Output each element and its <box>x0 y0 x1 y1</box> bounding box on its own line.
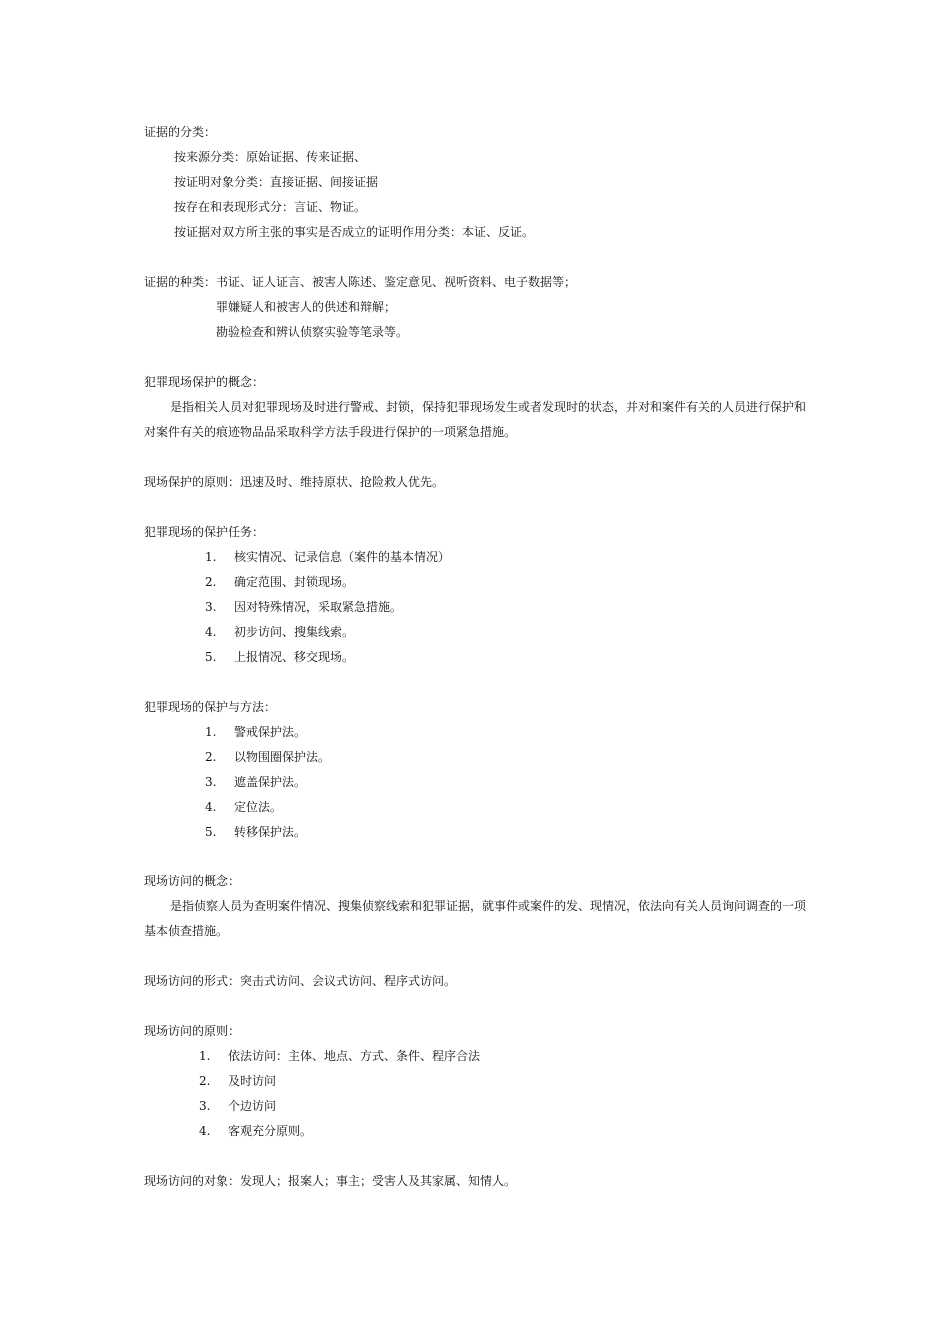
paragraph-line: 对案件有关的痕迹物品品采取科学方法手段进行保护的一项紧急措施。 <box>144 425 517 439</box>
classification-item: 按存在和表现形式分：言证、物证。 <box>174 200 367 214</box>
list-item: 依法访问：主体、地点、方式、条件、程序合法 <box>228 1049 481 1063</box>
section-heading-protection-principles: 现场保护的原则：迅速及时、维持原状、抢险救人优先。 <box>144 475 445 489</box>
list-number: 4. <box>205 625 217 639</box>
section-heading-protection-methods: 犯罪现场的保护与方法： <box>144 700 277 714</box>
list-number: 2. <box>205 575 217 589</box>
classification-item: 按来源分类：原始证据、传来证据、 <box>174 150 367 164</box>
list-item: 及时访问 <box>228 1074 277 1088</box>
list-number: 5. <box>205 650 217 664</box>
evidence-type-line: 罪嫌疑人和被害人的供述和辩解； <box>216 300 397 314</box>
list-number: 1. <box>199 1049 211 1063</box>
list-item: 确定范围、封锁现场。 <box>234 575 355 589</box>
list-number: 2. <box>199 1074 211 1088</box>
list-item: 客观充分原则。 <box>228 1124 313 1138</box>
section-heading-site-visit-subjects: 现场访问的对象：发现人；报案人；事主；受害人及其家属、知情人。 <box>144 1174 517 1188</box>
list-number: 4. <box>205 800 217 814</box>
evidence-type-line: 勘验检查和辨认侦察实验等笔录等。 <box>216 325 409 339</box>
list-item: 上报情况、移交现场。 <box>234 650 355 664</box>
list-item: 定位法。 <box>234 800 283 814</box>
list-item: 因对特殊情况，采取紧急措施。 <box>234 600 403 614</box>
list-number: 1. <box>205 725 217 739</box>
list-number: 3. <box>205 775 217 789</box>
section-heading-site-visit-principles: 现场访问的原则： <box>144 1024 241 1038</box>
list-item: 遮盖保护法。 <box>234 775 307 789</box>
list-number: 2. <box>205 750 217 764</box>
paragraph-line: 是指侦察人员为查明案件情况、搜集侦察线索和犯罪证据，就事件或案件的发、现情况，依法向有关人员询问调查的一项 <box>170 899 807 913</box>
list-number: 3. <box>199 1099 211 1113</box>
list-item: 初步访问、搜集线索。 <box>234 625 355 639</box>
classification-item: 按证据对双方所主张的事实是否成立的证明作用分类：本证、反证。 <box>174 225 535 239</box>
classification-item: 按证明对象分类：直接证据、间接证据 <box>174 175 379 189</box>
section-heading-site-visit-concept: 现场访问的概念： <box>144 874 241 888</box>
list-number: 3. <box>205 600 217 614</box>
list-number: 4. <box>199 1124 211 1138</box>
list-number: 1. <box>205 550 217 564</box>
section-heading-site-visit-forms: 现场访问的形式：突击式访问、会议式访问、程序式访问。 <box>144 974 457 988</box>
list-item: 以物围圈保护法。 <box>234 750 331 764</box>
list-item: 个边访问 <box>228 1099 277 1113</box>
section-heading-scene-protection-concept: 犯罪现场保护的概念： <box>144 375 265 389</box>
list-item: 核实情况、记录信息（案件的基本情况） <box>234 550 451 564</box>
paragraph-line: 基本侦查措施。 <box>144 924 229 938</box>
section-heading-evidence-types: 证据的种类：书证、证人证言、被害人陈述、鉴定意见、视听资料、电子数据等； <box>144 275 577 289</box>
list-number: 5. <box>205 825 217 839</box>
section-heading-evidence-classification: 证据的分类： <box>144 125 217 139</box>
list-item: 转移保护法。 <box>234 825 307 839</box>
paragraph-line: 是指相关人员对犯罪现场及时进行警戒、封锁，保持犯罪现场发生或者发现时的状态，并对和案件有关的人员进行保护和 <box>170 400 807 414</box>
list-item: 警戒保护法。 <box>234 725 307 739</box>
section-heading-protection-tasks: 犯罪现场的保护任务： <box>144 525 265 539</box>
